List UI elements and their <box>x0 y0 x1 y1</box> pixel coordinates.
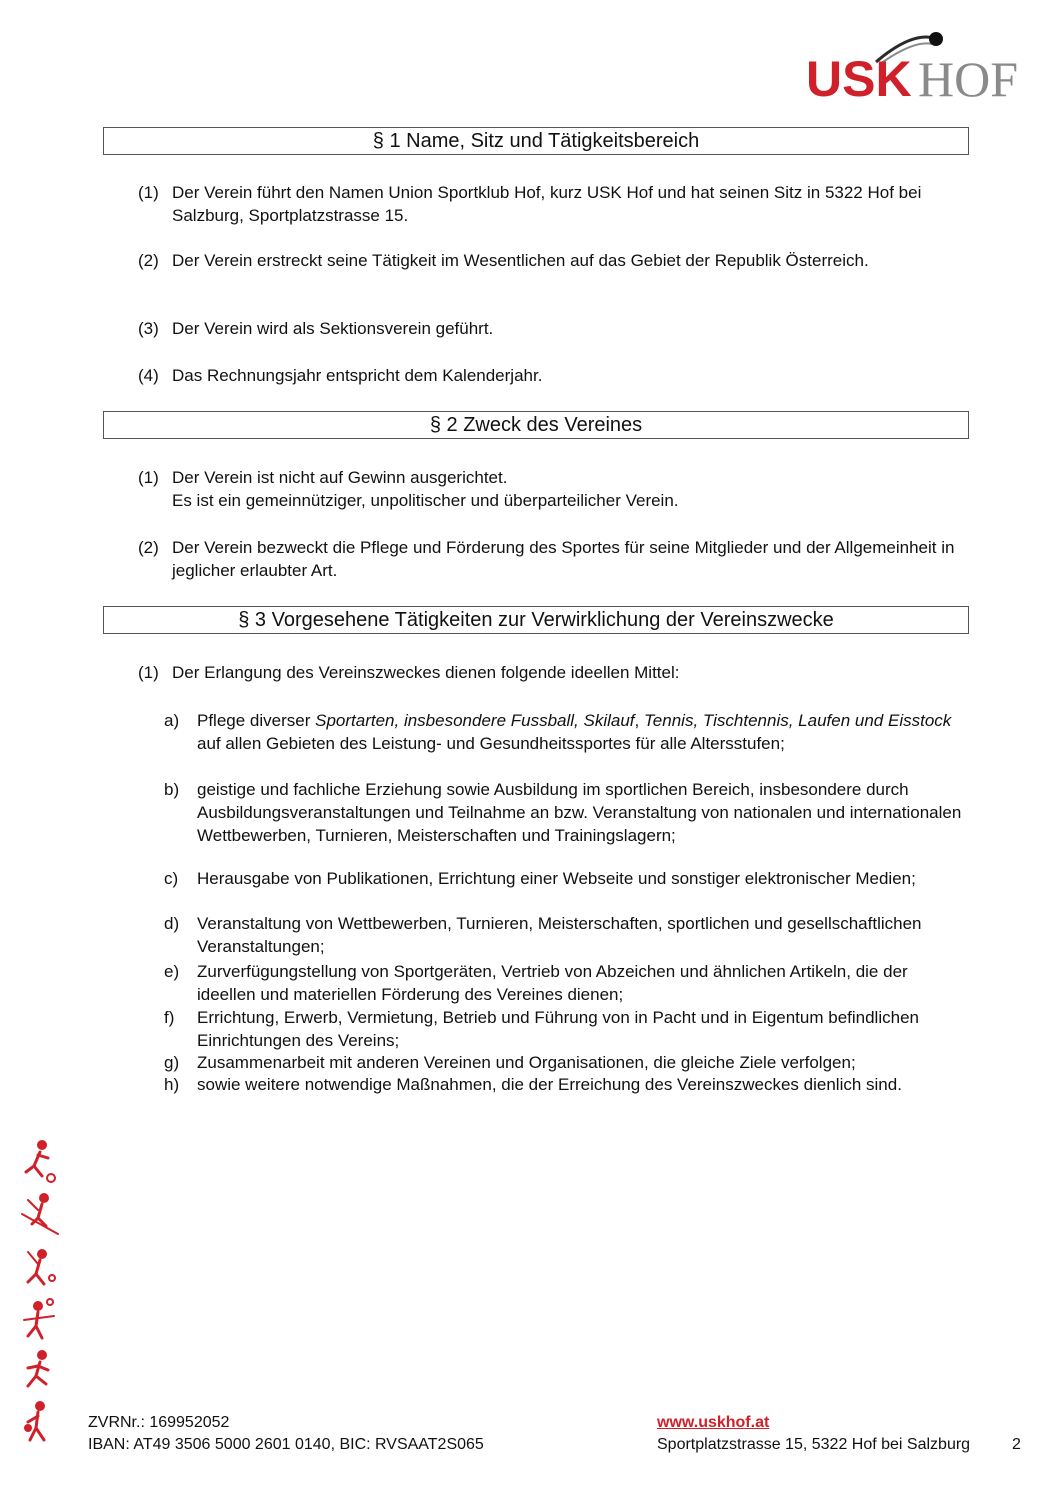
subitem-d <box>164 912 964 958</box>
subitem-letter: g) <box>164 1053 180 1072</box>
subitem-text-post: auf allen Gebieten des Leistung- und Gesundheitssportes für alle Altersstufen; <box>197 734 785 753</box>
section-2-item-1 <box>138 466 968 512</box>
item-number: (2) <box>138 251 159 270</box>
subitem-text: Errichtung, Erwerb, Vermietung, Betrieb und Führung von in Pacht und in Eigentum befindlichen Einrichtungen des Vereins; <box>197 1008 919 1050</box>
footer-website-link[interactable]: www.uskhof.at <box>657 1414 770 1431</box>
item-text: Das Rechnungsjahr entspricht dem Kalenderjahr. <box>172 366 543 385</box>
footer-iban: IBAN: AT49 3506 5000 2601 0140, BIC: RVSAAT2S065 <box>88 1436 484 1453</box>
skier-icon <box>18 1190 62 1242</box>
sport-icons-column <box>18 1138 62 1458</box>
item-line-1: Der Verein ist nicht auf Gewinn ausgerichtet. <box>172 468 508 487</box>
section-2-title: § 2 Zweck des Vereines <box>103 411 969 439</box>
subitem-text: Zusammenarbeit mit anderen Vereinen und Organisationen, die gleiche Ziele verfolgen; <box>197 1053 856 1072</box>
subitem-letter: h) <box>164 1075 180 1094</box>
subitem-text-pre: Pflege diverser <box>197 711 316 730</box>
subitem-text: sowie weitere notwendige Maßnahmen, die der Erreichung des Vereinszweckes dienlich sind. <box>197 1075 902 1094</box>
subitem-letter: c) <box>164 869 179 888</box>
section-1-item-3 <box>138 317 968 340</box>
subitem-c <box>164 867 964 890</box>
subitem-text <box>197 709 964 755</box>
tennis-player-icon <box>18 1242 62 1294</box>
subitem-e <box>164 960 964 1006</box>
footer-zvr: ZVRNr.: 169952052 <box>88 1414 230 1431</box>
subitem-a <box>164 709 964 755</box>
subitem-letter: b) <box>164 780 180 799</box>
section-2-item-2 <box>138 536 968 582</box>
footer-right <box>657 1412 970 1456</box>
subitem-text: Herausgabe von Publikationen, Errichtung einer Webseite und sonstiger elektronischer Medien; <box>197 869 916 888</box>
logo-text-usk: USK <box>806 51 912 104</box>
subitem-letter: d) <box>164 914 180 933</box>
table-tennis-player-icon <box>18 1294 62 1346</box>
subitem-text: Veranstaltung von Wettbewerben, Turnieren, Meisterschaften, sportlichen und gesellschaftlichen Veranstaltungen; <box>197 914 922 956</box>
subitem-text-mid: , <box>634 711 644 730</box>
section-1-item-4 <box>138 364 968 387</box>
footer-address: Sportplatzstrasse 15, 5322 Hof bei Salzburg <box>657 1436 971 1453</box>
subitem-text-italic-1: Sportarten, insbesondere Fussball, Skilauf <box>315 711 635 730</box>
usk-hof-logo-graphic <box>806 26 1038 104</box>
subitem-b <box>164 778 964 847</box>
item-text: Der Verein führt den Namen Union Sportklub Hof, kurz USK Hof und hat seinen Sitz in 5322 Hof bei Salzburg, Sportplatzstrasse 15. <box>172 183 922 225</box>
item-number: (4) <box>138 366 159 385</box>
subitem-text: Zurverfügungstellung von Sportgeräten, Vertrieb von Abzeichen und ähnlichen Artikeln, die der ideellen und materiellen Förderung des Vereines dienen; <box>197 962 908 1004</box>
subitem-text-italic-2: Tennis, Tischtennis, Laufen und Eisstock <box>643 711 952 730</box>
subitem-letter: e) <box>164 962 180 981</box>
subitem-f <box>164 1006 964 1052</box>
section-1-item-1 <box>138 181 968 227</box>
club-logo <box>806 26 1038 104</box>
item-line-2: Es ist ein gemeinnütziger, unpolitischer und überparteilicher Verein. <box>172 491 679 510</box>
section-1-item-2 <box>138 249 968 272</box>
item-number: (1) <box>138 663 159 682</box>
section-3-title: § 3 Vorgesehene Tätigkeiten zur Verwirklichung der Vereinszwecke <box>103 606 969 634</box>
subitem-text: geistige und fachliche Erziehung sowie Ausbildung im sportlichen Bereich, insbesondere durch Ausbildungsveranstaltungen und Teilnahme an bzw. Veranstaltung von nationalen und internationalen Wettbewerben, Turnieren, Meisterschaften und Trainingslagern; <box>197 780 962 845</box>
subitem-g <box>164 1051 964 1074</box>
item-text: Der Erlangung des Vereinszweckes dienen folgende ideellen Mittel: <box>172 663 680 682</box>
section-3-item-1 <box>138 661 968 684</box>
logo-text-hof: HOF <box>918 51 1019 104</box>
page-number: 2 <box>1012 1436 1021 1453</box>
football-player-icon <box>18 1138 62 1190</box>
item-number: (3) <box>138 319 159 338</box>
subitem-letter: a) <box>164 711 180 730</box>
subitem-letter: f) <box>164 1008 175 1027</box>
item-text: Der Verein bezweckt die Pflege und Förderung des Sportes für seine Mitglieder und der Allgemeinheit in jeglicher erlaubter Art. <box>172 538 955 580</box>
item-text: Der Verein wird als Sektionsverein geführt. <box>172 319 494 338</box>
item-text: Der Verein erstreckt seine Tätigkeit im Wesentlichen auf das Gebiet der Republik Österreich. <box>172 251 869 270</box>
subitem-h <box>164 1073 964 1096</box>
curling-player-icon <box>18 1398 62 1450</box>
section-1-title: § 1 Name, Sitz und Tätigkeitsbereich <box>103 127 969 155</box>
item-number: (2) <box>138 538 159 557</box>
item-text <box>172 466 968 512</box>
runner-icon <box>18 1346 62 1398</box>
item-number: (1) <box>138 468 159 487</box>
footer-left <box>88 1412 484 1456</box>
item-number: (1) <box>138 183 159 202</box>
